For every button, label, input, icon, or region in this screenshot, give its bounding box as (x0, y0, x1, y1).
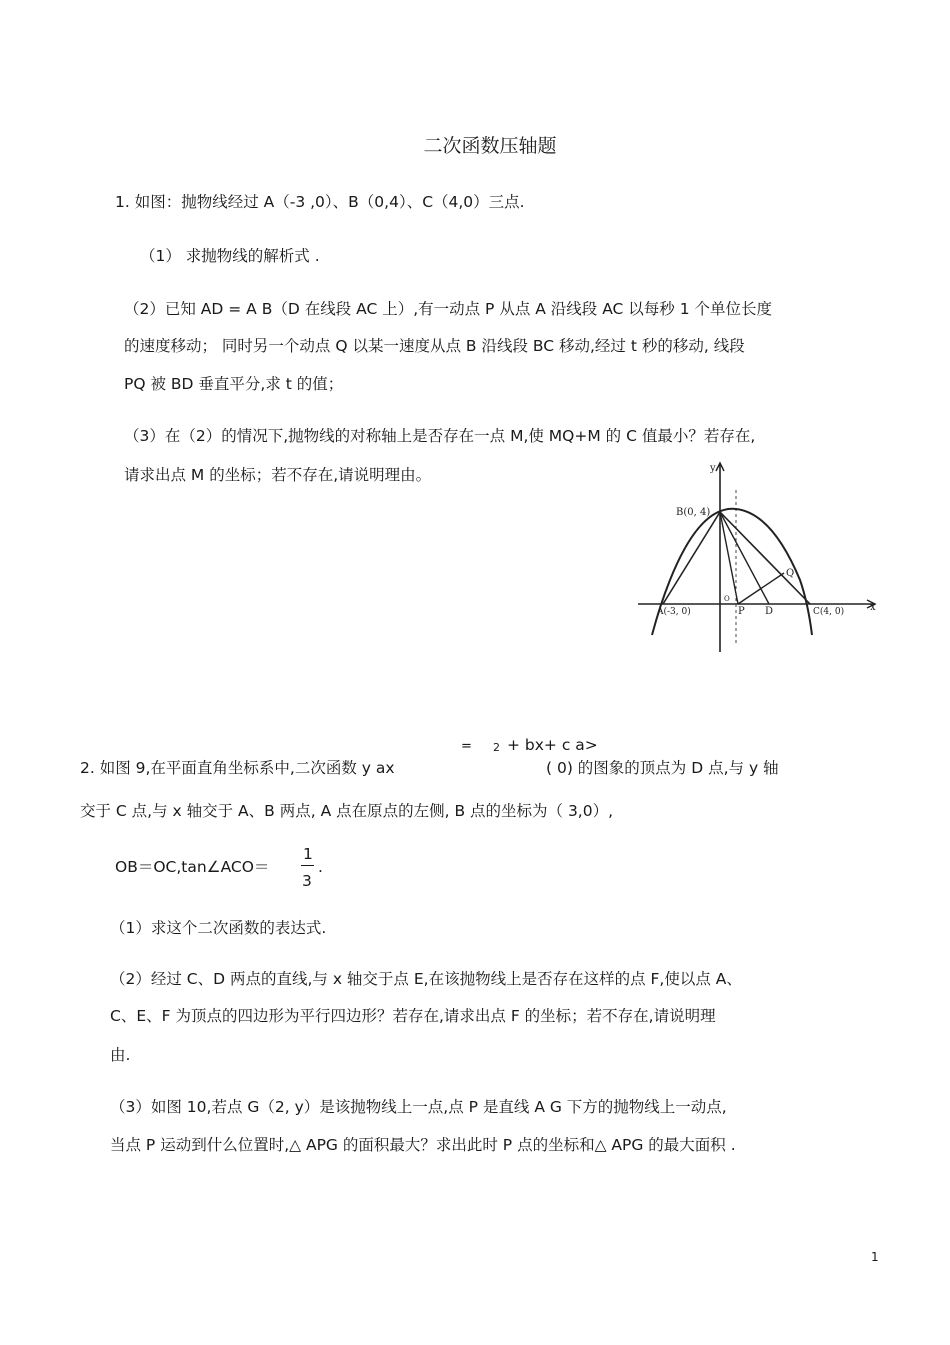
q2-formula-sup: 2 (493, 741, 500, 754)
q1-part2-line2: 的速度移动； 同时另一个动点 Q 以某一速度从点 B 沿线段 BC 移动,经过 t 秒的移动, 线段 (124, 337, 745, 355)
label-B: B(0, 4) (676, 507, 711, 518)
label-A: A(-3, 0) (657, 607, 691, 617)
segment-BD (720, 512, 769, 604)
q2-formula-rest: + bx+ c a> (507, 736, 598, 754)
fraction-numerator: 1 (303, 845, 313, 863)
q2-stem-line1-a: 2. 如图 9,在平面直角坐标系中,二次函数 y ax (80, 759, 395, 777)
label-y: y (710, 463, 716, 474)
segment-BP (720, 512, 738, 604)
segment-PQ (738, 573, 784, 604)
q2-stem-line3-end: . (318, 858, 323, 876)
label-C: C(4, 0) (813, 607, 845, 617)
page-title: 二次函数压轴题 (423, 135, 557, 157)
fraction-bar (301, 865, 314, 866)
q2-part3-line1: （3）如图 10,若点 G（2, y）是该抛物线上一点,点 P 是直线 A G 下方的抛物线上一动点, (110, 1098, 727, 1116)
fraction-denominator: 3 (302, 872, 312, 890)
segment-AB (663, 512, 720, 604)
q2-formula-eq: = (461, 739, 472, 754)
q1-stem: 1. 如图：抛物线经过 A（-3 ,0）、B（0,4）、C（4,0）三点. (115, 193, 525, 211)
q2-part1: （1）求这个二次函数的表达式. (110, 919, 327, 937)
q1-part1: （1） 求抛物线的解析式 . (140, 247, 320, 265)
q1-part2-line1: （2）已知 AD = A B（D 在线段 AC 上）,有一动点 P 从点 A 沿线段 AC 以每秒 1 个单位长度 (124, 300, 773, 318)
page-number: 1 (871, 1250, 879, 1264)
q1-figure (630, 455, 890, 660)
label-Q: Q (786, 568, 795, 579)
q1-part2-line3: PQ 被 BD 垂直平分,求 t 的值； (124, 375, 344, 393)
q2-stem-line2: 交于 C 点,与 x 轴交于 A、B 两点, A 点在原点的左侧, B 点的坐标为（ 3,0）, (80, 802, 614, 820)
q2-part3-line2: 当点 P 运动到什么位置时,△ APG 的面积最大？求出此时 P 点的坐标和△ APG 的最大面积 . (110, 1136, 736, 1154)
label-P: P (738, 606, 745, 617)
q2-stem-line3: OB＝OC,tan∠ACO＝ (115, 858, 270, 876)
q2-part2-line2: C、E、F 为顶点的四边形为平行四边形？若存在,请求出点 F 的坐标；若不存在,请说明理 (110, 1007, 716, 1025)
q2-part2-line1: （2）经过 C、D 两点的直线,与 x 轴交于点 E,在该抛物线上是否存在这样的点 F,使以点 A、 (110, 970, 742, 988)
q1-part3-line2: 请求出点 M 的坐标；若不存在,请说明理由。 (124, 466, 432, 484)
q2-part2-line3: 由. (110, 1046, 131, 1064)
label-x: x (870, 602, 876, 613)
q1-part3-line1: （3）在（2）的情况下,抛物线的对称轴上是否存在一点 M,使 MQ+M 的 C 值最小？若存在, (124, 427, 756, 445)
q2-stem-line1-b: ( 0) 的图象的顶点为 D 点,与 y 轴 (546, 759, 779, 777)
segment-BC (720, 512, 810, 604)
label-O: O (724, 595, 730, 603)
label-D: D (765, 606, 774, 617)
